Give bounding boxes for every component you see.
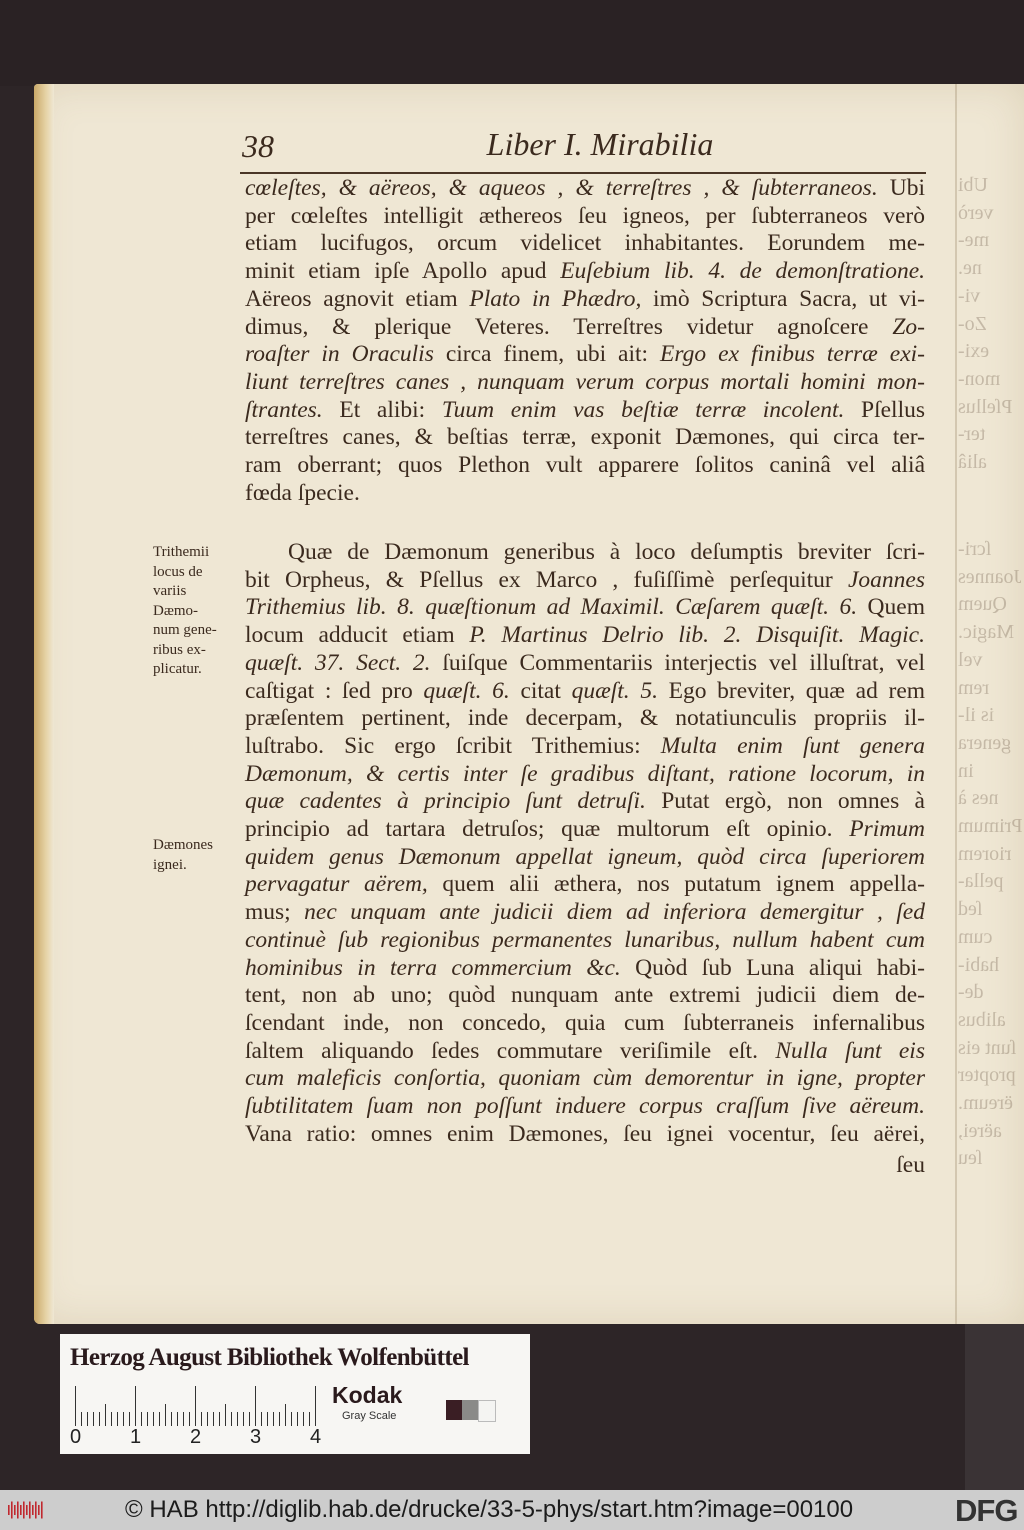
italic-text: quidem genus Dæmonum appellat igneum, quòd circa ſuperiorem	[245, 843, 925, 870]
roman-text: ſaltem aliquando ſedes commutare veriſimile eſt.	[245, 1037, 776, 1064]
text-line	[245, 313, 925, 341]
ruler-tick	[315, 1386, 316, 1426]
text-line	[245, 1009, 925, 1037]
show-through-text: rem	[958, 676, 990, 699]
logo-bar	[35, 1502, 37, 1519]
scale-ruler	[75, 1386, 320, 1426]
ruler-tick	[297, 1412, 298, 1426]
ruler-tick	[165, 1404, 166, 1426]
show-through-text: habi-	[958, 953, 1000, 976]
italic-text: Primum	[849, 816, 925, 842]
ruler-tick	[81, 1412, 82, 1426]
logo-bar	[32, 1505, 34, 1515]
show-through-text: exi-	[958, 340, 990, 363]
roman-text: tent, non ab uno; quòd nunquam ante extremi judicii diem de-	[245, 982, 925, 1009]
text-line	[245, 285, 925, 313]
roman-text: terreſtres canes, & beſtias terræ, exponit Dæmones, qui circa ter-	[245, 424, 925, 451]
show-through-text: ſunt eis	[958, 1036, 1017, 1059]
italic-text: continuè ſub regionibus permanentes lunaribus, nullum habent cum	[245, 926, 925, 953]
logo-bar	[8, 1505, 10, 1515]
scan-background-right	[965, 1324, 1024, 1490]
ruler-tick	[153, 1412, 154, 1426]
ruler-label: 1	[130, 1426, 142, 1448]
logo-bar	[11, 1502, 13, 1519]
show-through-text: propter	[958, 1064, 1016, 1087]
roman-text: locum adducit etiam	[245, 622, 470, 649]
show-through-text: aliâ	[958, 451, 987, 473]
show-through-text: vi-	[958, 284, 981, 307]
text-line	[245, 815, 925, 843]
page-fold	[955, 84, 957, 1324]
italic-text: ſubtilitatem ſuam non poſſunt induere corpus craſſum ſive aëreum.	[245, 1093, 925, 1119]
ruler-tick	[171, 1412, 172, 1426]
copyright-link[interactable]: © HAB http://diglib.hab.de/drucke/33-5-phys/start.htm?image=00100	[125, 1496, 854, 1523]
ruler-tick	[249, 1412, 250, 1426]
ruler-tick	[183, 1412, 184, 1426]
page-number: 38	[242, 128, 274, 164]
text-line	[245, 593, 925, 621]
italic-text: Joannes	[847, 566, 925, 593]
italic-text: roaſter in Oraculis	[245, 341, 434, 368]
italic-text: cum maleficis conſortia, quoniam cùm demorentur in igne, propter	[245, 1065, 925, 1092]
roman-text: Quem	[857, 594, 925, 621]
roman-text: luſtrabo. Sic ergo ſcribit Trithemius:	[245, 732, 661, 759]
show-through-text: genera	[958, 731, 1012, 754]
show-through-text: verò	[958, 201, 994, 224]
ruler-label: 2	[190, 1426, 202, 1448]
roman-text: caſtigat : ſed pro	[245, 677, 424, 704]
text-line	[245, 1064, 925, 1092]
show-through-text: Joannes	[958, 565, 1022, 588]
roman-text: ram oberrant; quos Plethon vult apparere ſolitos caninâ vel aliâ	[245, 452, 925, 478]
text-line	[245, 843, 925, 871]
show-through-text: Quem	[958, 593, 1007, 616]
text-line	[245, 229, 925, 257]
show-through-text: de-	[958, 981, 984, 1004]
italic-text: quæſt. 5.	[571, 677, 658, 704]
marginal-note-line: plicatur.	[153, 661, 202, 677]
ruler-tick	[303, 1412, 304, 1426]
scan-background	[0, 0, 1024, 86]
show-through-text: Ubi	[958, 174, 988, 196]
italic-text: quæ cadentes à principio ſunt detruſi.	[245, 788, 646, 815]
text-line	[245, 898, 925, 926]
show-through-text: ter-	[958, 423, 986, 446]
ruler-tick	[273, 1412, 274, 1426]
italic-text: hominibus in terra commercium &c.	[245, 954, 621, 981]
italic-text: nec unquam ante judicii diem ad inferiora demergitur , ſed	[304, 899, 925, 926]
roman-text: Vana ratio: omnes enim Dæmones, ſeu ignei vocentur, ſeu aërei,	[245, 1120, 925, 1147]
italic-text: cœleſtes, & aëreos, & aqueos , & terreſtres , & ſubterraneos.	[245, 175, 878, 201]
text-line	[245, 368, 925, 396]
ruler-tick	[141, 1412, 142, 1426]
ruler-tick	[99, 1412, 100, 1426]
show-through-text: ſeu	[958, 1147, 983, 1170]
text-line	[245, 981, 925, 1009]
italic-text: liunt terreſtres canes , nunquam verum corpus mortali homini mon-	[245, 368, 925, 395]
roman-text: Quæ de Dæmonum generibus à loco deſumptis breviter ſcri-	[288, 539, 925, 565]
text-line	[245, 677, 925, 705]
ruler-tick	[135, 1386, 136, 1426]
swatch-white	[478, 1400, 496, 1422]
text-line	[245, 566, 925, 594]
logo-bar	[23, 1502, 25, 1519]
show-through-text: Pſellus	[958, 395, 1013, 418]
roman-text: Ubi	[877, 175, 926, 201]
ruler-tick	[237, 1412, 238, 1426]
ruler-tick	[87, 1412, 88, 1426]
marginal-note-line: Trithemii	[153, 544, 210, 560]
color-target-card	[60, 1334, 530, 1454]
show-through-text: Primum	[958, 815, 1023, 837]
roman-text: quem alii æthera, nos putatum ignem appella-	[427, 871, 925, 898]
catchword: ſeu	[896, 1152, 925, 1178]
ruler-tick	[213, 1412, 214, 1426]
text-line	[245, 621, 925, 649]
roman-text: bit Orpheus, & Pſellus ex Marco , fuſiſſimè perſequitur	[245, 566, 848, 593]
logo-bar	[14, 1505, 16, 1515]
ruler-tick	[159, 1412, 160, 1426]
text-line	[245, 451, 925, 479]
ruler-tick	[225, 1404, 226, 1426]
ruler-tick	[201, 1412, 202, 1426]
logo-bar	[17, 1502, 19, 1519]
italic-text: Dæmonum, & certis inter ſe gradibus diſtant, ratione locorum, in	[245, 760, 925, 787]
library-name: Herzog August Bibliothek Wolfenbüttel	[70, 1344, 469, 1371]
italic-text: quæſt. 37. Sect. 2.	[245, 649, 431, 676]
italic-text: Tuum enim vas beſtiæ terræ incolent.	[441, 396, 845, 423]
text-line	[245, 479, 925, 507]
italic-text: pervagatur aërem,	[245, 871, 428, 898]
show-through-text: Zo-	[958, 312, 987, 335]
ruler-tick	[147, 1412, 148, 1426]
italic-text: Euſebium lib. 4. de demonſtratione.	[560, 258, 926, 285]
ruler-tick	[291, 1412, 292, 1426]
show-through-text: in	[958, 759, 974, 782]
roman-text: dimus, & plerique Veteres. Terreſtres videtur agnoſcere	[245, 313, 893, 340]
show-through-text: is il-	[958, 704, 995, 727]
marginal-note-line: num gene-	[153, 622, 217, 638]
ruler-label: 4	[310, 1426, 322, 1448]
text-line	[245, 396, 925, 424]
marginal-note-line: variis	[153, 583, 187, 599]
swatch-dark	[446, 1400, 462, 1420]
show-through-text: ëreum.	[958, 1092, 1013, 1114]
roman-text: Aëreos agnovit etiam	[245, 285, 470, 312]
show-through-text: nes à	[958, 787, 999, 810]
roman-text: præſentem pertinent, inde decerpam, & notatiunculis propriis il-	[245, 705, 925, 732]
text-line	[245, 1120, 925, 1148]
show-through-text: aërei,	[958, 1119, 1002, 1142]
text-line	[245, 340, 925, 368]
marginal-note-line: Dæmones	[153, 837, 213, 853]
dfg-logo: DFG	[955, 1493, 1018, 1528]
show-through-text: alibus	[958, 1008, 1006, 1031]
ruler-tick	[123, 1412, 124, 1426]
roman-text: mus;	[245, 899, 305, 926]
logo-bar	[26, 1505, 28, 1515]
logo-bar	[29, 1502, 31, 1519]
hab-logo-icon	[6, 1496, 46, 1524]
text-line	[288, 538, 925, 566]
logo-bar	[38, 1505, 40, 1515]
show-through-text: me-	[958, 229, 990, 252]
roman-text: circa finem, ubi ait:	[433, 341, 661, 368]
roman-text: Putat ergò, non omnes à	[645, 788, 925, 815]
marginal-note-line: Dæmo-	[153, 602, 198, 619]
show-through-text: riorem	[958, 842, 1012, 865]
text-line	[245, 760, 925, 788]
roman-text: Quòd ſub Luna aliqui habi-	[620, 954, 926, 981]
ruler-tick	[243, 1412, 244, 1426]
footer-bar	[0, 1490, 1024, 1530]
show-through-text: vel	[958, 648, 983, 671]
roman-text: etiam lucifugos, orcum videlicet inhabitantes. Eorundem me-	[245, 230, 925, 257]
text-line	[245, 202, 925, 230]
kodak-brand: Kodak	[332, 1382, 403, 1408]
ruler-tick	[207, 1412, 208, 1426]
italic-text: Zo-	[892, 313, 925, 340]
ruler-tick	[219, 1412, 220, 1426]
text-line	[245, 870, 925, 898]
text-line	[245, 257, 925, 285]
roman-text: Ego breviter, quæ ad rem	[657, 677, 926, 704]
logo-bar	[20, 1505, 22, 1515]
ruler-tick	[189, 1412, 190, 1426]
ruler-tick	[255, 1386, 256, 1426]
italic-text: Ergo ex finibus terræ exi-	[660, 341, 925, 368]
show-through-text: ſed	[958, 898, 983, 921]
ruler-tick	[279, 1412, 280, 1426]
ruler-tick	[93, 1412, 94, 1426]
show-through-text: ne.	[958, 257, 982, 280]
roman-text: minit etiam ipſe Apollo apud	[245, 258, 561, 285]
ruler-label: 3	[250, 1426, 262, 1448]
roman-text: Pſellus	[844, 396, 926, 423]
marginal-note-line: locus de	[153, 563, 203, 580]
text-line	[245, 926, 925, 954]
italic-text: ſtrantes.	[245, 396, 323, 423]
running-head: Liber I. Mirabilia	[486, 126, 714, 162]
roman-text: per cœleſtes intelligit æthereos ſeu igneos, per ſubterraneos verò	[245, 202, 925, 229]
page-edge	[34, 84, 54, 1324]
show-through-text: Magic.	[958, 621, 1015, 644]
ruler-tick	[267, 1412, 268, 1426]
text-line	[245, 1092, 925, 1120]
show-through-text: cum	[958, 925, 993, 948]
text-line	[245, 787, 925, 815]
ruler-label: 0	[70, 1426, 82, 1448]
logo-bar	[41, 1502, 43, 1519]
ruler-tick	[261, 1412, 262, 1426]
roman-text: Et alibi:	[322, 396, 442, 423]
ruler-tick	[195, 1386, 196, 1426]
italic-text: Multa enim ſunt genera	[660, 732, 925, 759]
ruler-tick	[105, 1404, 106, 1426]
text-line	[245, 649, 925, 677]
roman-text: imò Scriptura Sacra, ut vi-	[641, 285, 925, 312]
italic-text: Trithemius lib. 8. quæſtionum ad Maximil. Cæſarem quæſt. 6.	[245, 594, 858, 621]
ruler-tick	[177, 1412, 178, 1426]
ruler-tick	[75, 1386, 76, 1426]
ruler-tick	[111, 1412, 112, 1426]
italic-text: Nulla ſunt eis	[775, 1037, 925, 1064]
roman-text: citat	[509, 677, 572, 704]
ruler-tick	[309, 1412, 310, 1426]
ruler-tick	[285, 1404, 286, 1426]
show-through-text: mon-	[958, 367, 1001, 390]
roman-text: principio ad tartara detruſos; quæ multorum eſt opinio.	[245, 816, 850, 842]
marginal-note-line: ribus ex-	[153, 641, 206, 658]
roman-text: ſuiſque Commentariis interjectis vel illuſtrat, vel	[430, 649, 925, 676]
roman-text: fœda ſpecie.	[245, 479, 360, 506]
roman-text: ſcendant inde, non concedo, quia cum ſubterraneis infernalibus	[245, 1009, 925, 1036]
marginal-note-line: ignei.	[153, 856, 187, 873]
ruler-tick	[231, 1412, 232, 1426]
italic-text: P. Martinus Delrio lib. 2. Disquiſit. Magic.	[469, 622, 925, 649]
swatch-gray	[462, 1400, 478, 1420]
italic-text: Plato in Phædro,	[469, 285, 642, 312]
text-line	[245, 1037, 925, 1065]
text-line	[245, 954, 925, 982]
show-through-text: ſcri-	[958, 538, 992, 560]
ruler-tick	[129, 1412, 130, 1426]
text-line	[245, 732, 925, 760]
text-line	[245, 704, 925, 732]
text-line	[245, 174, 925, 202]
ruler-tick	[117, 1412, 118, 1426]
italic-text: quæſt. 6.	[423, 677, 510, 704]
text-line	[245, 423, 925, 451]
gray-scale-label: Gray Scale	[342, 1410, 397, 1422]
show-through-text: pella-	[958, 870, 1004, 893]
